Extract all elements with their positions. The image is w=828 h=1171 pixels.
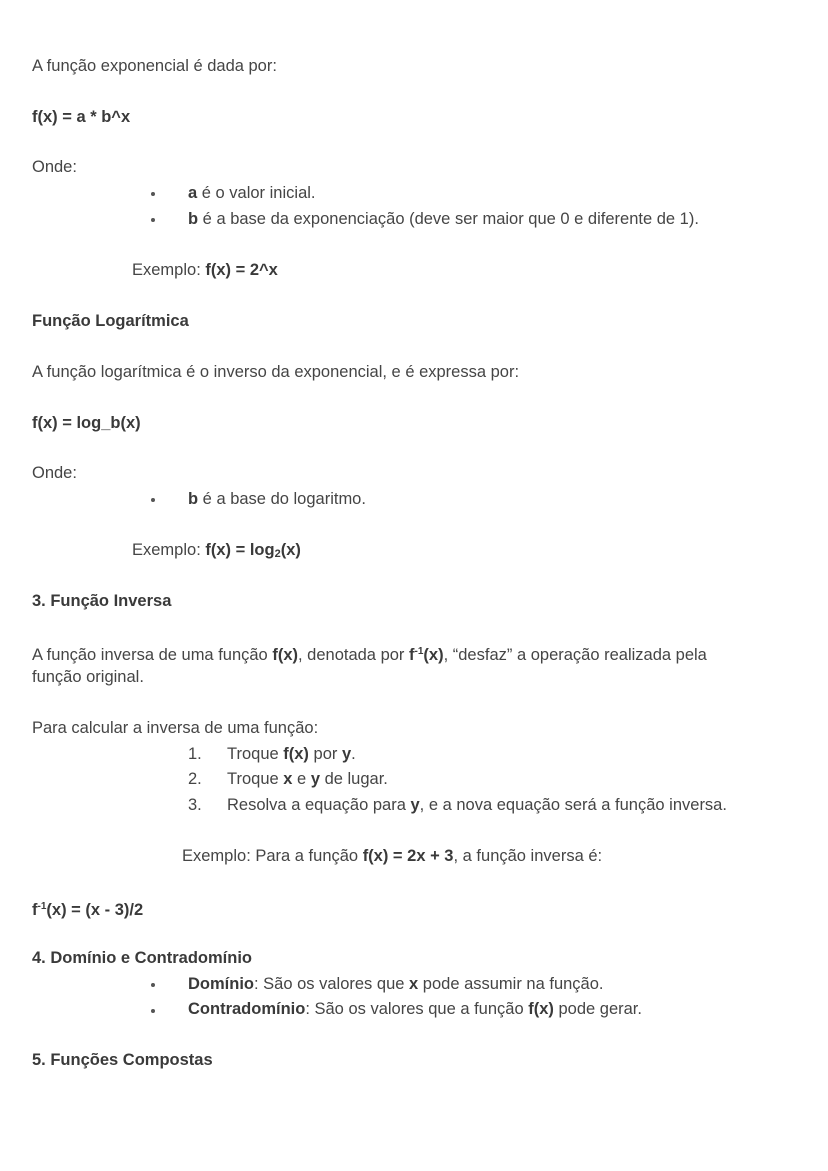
log-onde: Onde:: [32, 464, 77, 482]
step-number: 1.: [188, 745, 202, 763]
log-formula: f(x) = log_b(x): [32, 414, 141, 432]
inv-example: Exemplo: Para a função f(x) = 2x + 3, a função inversa é:: [182, 847, 603, 865]
inv-heading: 3. Função Inversa: [32, 592, 172, 610]
inv-step-2: Troque x e y de lugar.: [227, 770, 388, 788]
inv-step-1: Troque f(x) por y.: [227, 745, 356, 763]
log-intro: A função logarítmica é o inverso da exponencial, e é expressa por:: [32, 363, 520, 381]
inv-paragraph-line1: A função inversa de uma função f(x), denotada por $f^{-1}(x)$, “desfaz” a operação realizada pela: [32, 646, 707, 664]
bullet-dot: [151, 498, 155, 502]
bullet-dot: [151, 983, 155, 987]
log-bullet-b: b é a base do logaritmo.: [188, 490, 366, 508]
inv-paragraph-line2: função original.: [32, 668, 144, 686]
dom-bullet-domain: Domínio: São os valores que x pode assumir na função.: [188, 975, 604, 993]
log-example: Exemplo: $f(x) = \log_2(x)$: [132, 541, 301, 560]
exp-onde: Onde:: [32, 158, 77, 176]
bullet-dot: [151, 192, 155, 196]
exp-intro: A função exponencial é dada por:: [32, 57, 277, 75]
exp-bullet-a: a é o valor inicial.: [188, 184, 316, 202]
exp-formula: f(x) = a * b^x: [32, 108, 131, 126]
inv-result: $f^{-1}(x) = (x - 3)/2$: [32, 901, 144, 919]
exp-example: Exemplo: f(x) = 2^x: [132, 261, 278, 279]
exp-bullet-b: b é a base da exponenciação (deve ser maior que 0 e diferente de 1).: [188, 210, 699, 228]
inv-steps-intro: Para calcular a inversa de uma função:: [32, 719, 319, 737]
dom-heading: 4. Domínio e Contradomínio: [32, 949, 253, 967]
comp-heading: 5. Funções Compostas: [32, 1051, 213, 1069]
dom-bullet-codomain: Contradomínio: São os valores que a função f(x) pode gerar.: [188, 1000, 642, 1018]
step-number: 3.: [188, 796, 202, 814]
step-number: 2.: [188, 770, 202, 788]
bullet-dot: [151, 218, 155, 222]
inv-step-3: Resolva a equação para y, e a nova equação será a função inversa.: [227, 796, 727, 814]
bullet-dot: [151, 1009, 155, 1013]
log-heading: Função Logarítmica: [32, 312, 189, 330]
